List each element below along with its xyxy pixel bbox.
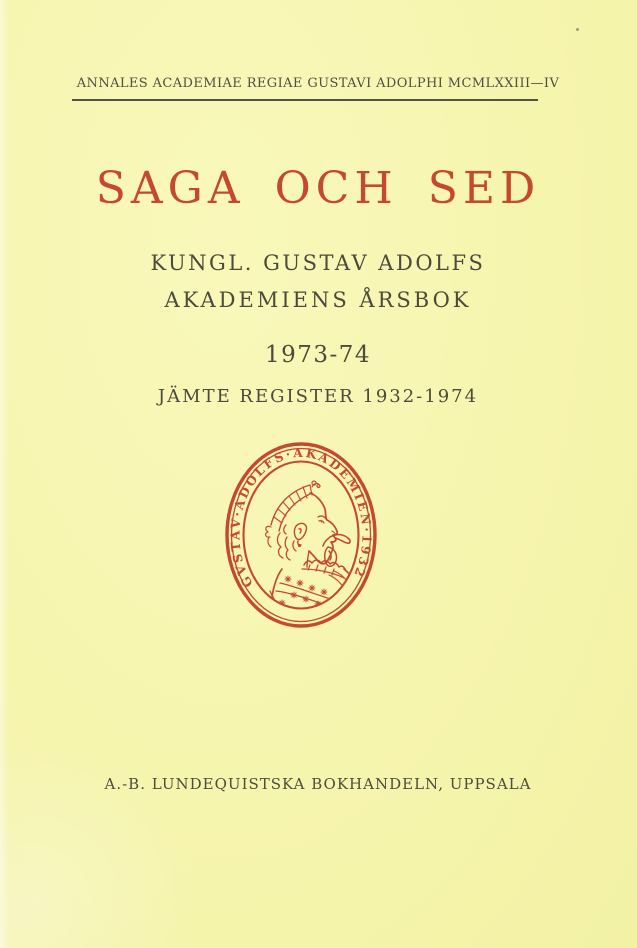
publisher-line: A.-B. LUNDEQUISTSKA BOKHANDELN, UPPSALA — [104, 775, 532, 793]
academy-seal-icon — [224, 441, 378, 629]
academy-name-line1: KUNGL. GUSTAV ADOLFS — [150, 251, 486, 275]
header-rule — [72, 99, 538, 101]
academy-name-line2: AKADEMIENS ÅRSBOK — [164, 288, 472, 312]
seal-legend: GVSTAV·ADOLFS·AKADEMIEN·1932 — [227, 444, 375, 591]
gustav-adolf-portrait-icon — [266, 481, 355, 621]
volume-years: 1973-74 — [264, 342, 372, 368]
register-line: JÄMTE REGISTER 1932-1974 — [157, 386, 479, 407]
series-title: ANNALES ACADEMIAE REGIAE GUSTAVI ADOLPHI MCMLXXIII—IV — [76, 76, 560, 91]
page-title: SAGA OCH SED — [95, 163, 541, 214]
dust-speck — [576, 28, 579, 31]
